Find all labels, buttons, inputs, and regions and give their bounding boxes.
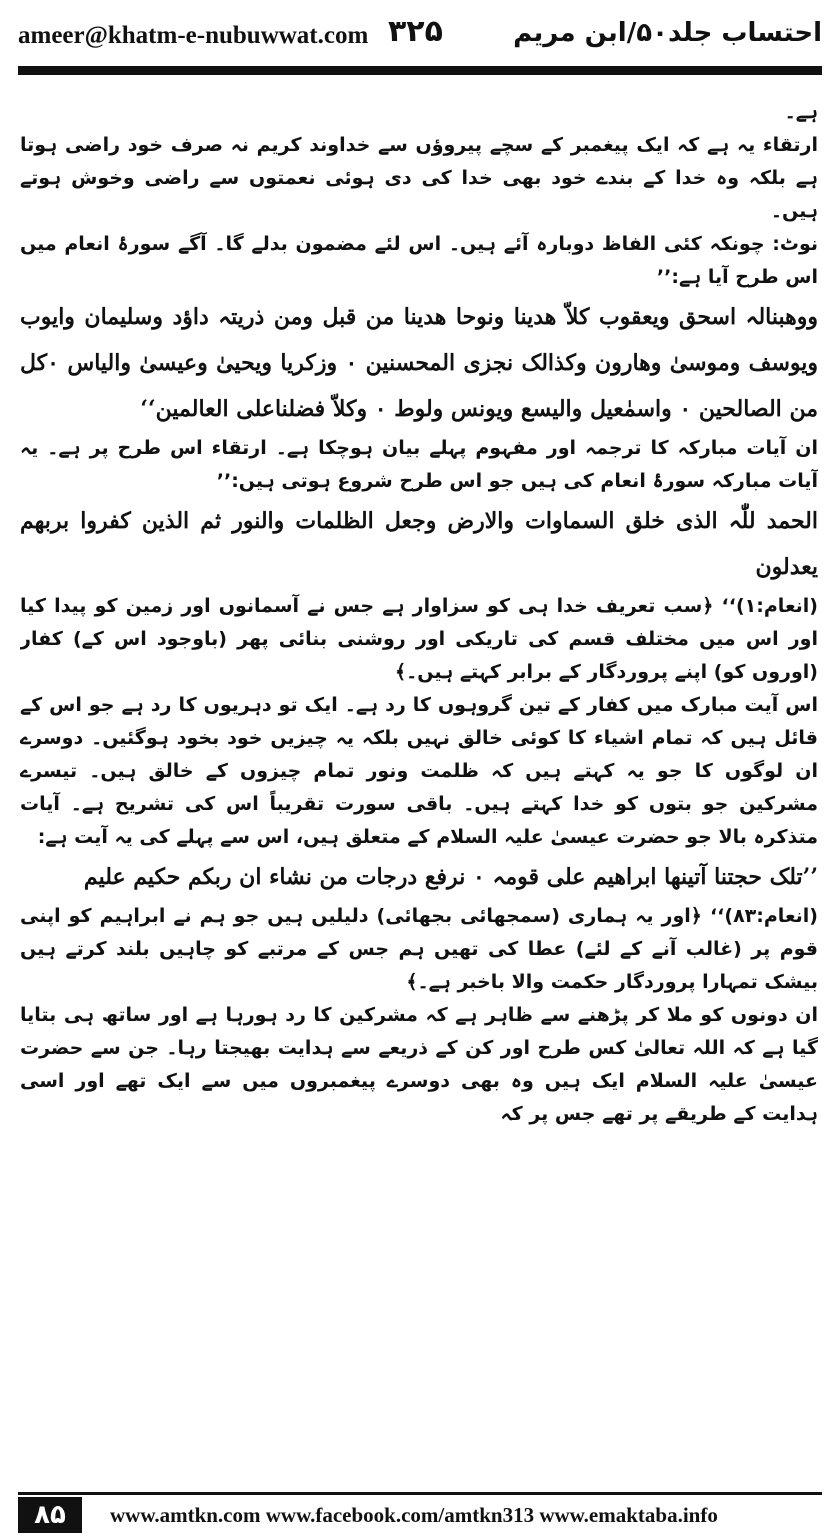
header-page-number: ۳۲۵: [388, 14, 443, 49]
page-body: [20, 96, 818, 1480]
paragraph: ان آیات مبارکہ کا ترجمہ اور مفہوم پہلے بیان ہوچکا ہے۔ ارتقاء اس طرح پر ہے۔ یہ آیات مبارکہ سورۂ انعام کی ہیں جو اس طرح شروع ہوتی ہیں:’’: [20, 437, 818, 492]
page-footer: [18, 1492, 822, 1535]
paragraph: اس آیت مبارک میں کفار کے تین گروہوں کا رد ہے۔ ایک تو دہریوں کا رد ہے جو اس کے قائل ہیں کہ تمام اشیاء کا کوئی خالق نہیں بلکہ یہ چیزیں خود بخود ہوگئیں۔ دوسرے ان لوگوں کا جو یہ کہتے ہیں کہ ظلمت ونور تمام چیزوں کے خالق ہیں۔ تیسرے مشرکین جو بتوں کو خدا کہتے ہیں۔ باقی سورت تقریباً اس کی تشریح ہے۔ آیات متذکرہ بالا جو حضرت عیسیٰ علیہ السلام کے متعلق ہیں، اس سے پہلے کی یہ آیت ہے:: [20, 694, 818, 848]
quran-verse: ’’تلک حجتنا آتینھا ابراھیم علی قومہ ۰ نرفع درجات من نشاء ان ربکم حکیم علیم: [83, 864, 818, 890]
paragraph: (انعام:۸۳)‘‘ ﴿اور یہ ہماری (سمجھائی بجھائی) دلیلیں ہیں جو ہم نے ابراہیم کو اپنی قوم پر (غالب آنے کے لئے) عطا کی تھیں ہم جس کے مرتبے کو چاہیں بلند کرتے ہیں بیشک تمہارا پروردگار حکمت والا باخبر ہے۔﴾: [20, 905, 818, 993]
paragraph: ارتقاء یہ ہے کہ ایک پیغمبر کے سچے پیروؤں سے خداوند کریم نہ صرف خود راضی ہوتا ہے بلکہ وہ خدا کے بندے خود بھی خدا کی دی ہوئی نعمتوں سے راضی وخوش ہوتے ہیں۔: [20, 134, 818, 222]
paragraph: ان دونوں کو ملا کر پڑھنے سے ظاہر ہے کہ مشرکین کا رد ہورہا ہے اور ساتھ ہی بتایا گیا ہے کہ اللہ تعالیٰ کس طرح اور کن کے ذریعے سے ہدایت بھیجتا رہا۔ جن سے حضرت عیسیٰ علیہ السلام ایک ہیں وہ بھی دوسرے پیغمبروں میں سے ایک تھے اور اسی ہدایت کے طریقے پر تھے جس پر کہ: [20, 1004, 818, 1125]
page-header: [18, 14, 822, 60]
footer-links: www.amtkn.com www.facebook.com/amtkn313 www.emaktaba.info: [110, 1503, 718, 1527]
header-email: ameer@khatm-e-nubuwwat.com: [18, 22, 369, 49]
paragraph: نوٹ: چونکہ کئی الفاظ دوبارہ آئے ہیں۔ اس لئے مضمون بدلے گا۔ آگے سورۂ انعام میں اس طرح آیا ہے:’’: [20, 233, 818, 288]
quran-verse: ووھبنالہ اسحق ویعقوب کلاّ ھدینا ونوحا ھدینا من قبل ومن ذریتہ داؤد وسلیمان وایوب ویوسف وموسیٰ وھارون وکذالک نجزی المحسنین ۰ وزکریا ویحییٰ وعیسیٰ والیاس ۰کل من الصالحین ۰ واسمٰعیل والیسع ویونس ولوط ۰ وکلاّ فضلناعلی العالمین‘‘: [20, 304, 818, 422]
running-title: احتساب جلد۵۰/ابن مریم: [513, 18, 822, 48]
paragraph: (انعام:۱)‘‘ ﴿سب تعریف خدا ہی کو سزاوار ہے جس نے آسمانوں اور زمین کو پیدا کیا اور اس میں مختلف قسم کی تاریکی اور روشنی بنائی پھر (باوجود اس کے) کفار (اوروں کو) اپنے پروردگار کے برابر کہتے ہیں۔﴾: [20, 595, 818, 683]
footer-page-number: ۸۵: [18, 1497, 82, 1533]
paragraph: ہے۔: [784, 101, 818, 123]
header-rule: [18, 66, 822, 75]
quran-verse: الحمد للّٰہ الذی خلق السماوات والارض وجعل الظلمات والنور ثم الذین کفروا بربھم یعدلون: [20, 508, 818, 580]
